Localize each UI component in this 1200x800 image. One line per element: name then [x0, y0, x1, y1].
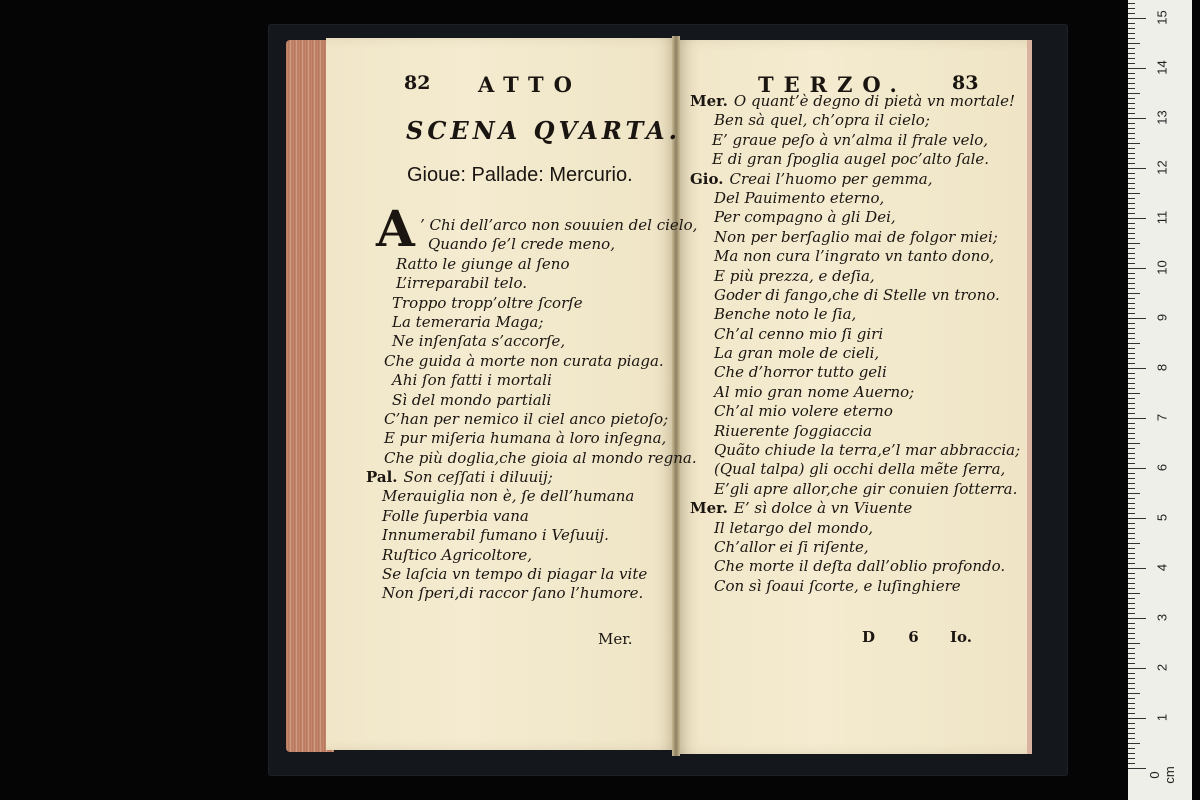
ruler-tick: [1128, 573, 1135, 574]
ruler-tick: [1128, 693, 1140, 694]
ruler-tick: [1128, 698, 1135, 699]
verse-text: E pur miſeria humana à loro inſegna,: [384, 429, 667, 448]
ruler-tick: [1128, 133, 1135, 134]
left-running-head: ATTO: [478, 72, 582, 97]
verse-text: Ratto le giunge al ſeno: [396, 254, 570, 273]
verse-text: Che morte il deſta dall’oblio profondo.: [714, 557, 1006, 576]
ruler-tick: [1128, 743, 1140, 744]
ruler-number: 3: [1154, 613, 1170, 622]
verse-line: [690, 402, 1025, 421]
ruler-tick: [1128, 638, 1135, 639]
ruler-tick: [1128, 283, 1135, 284]
ruler-tick: [1128, 483, 1135, 484]
ruler-tick: [1128, 343, 1140, 344]
ruler-tick: [1128, 73, 1135, 74]
ruler-tick: [1128, 318, 1146, 319]
verse-line: [690, 557, 1025, 576]
verse-text: Ruſtico Agricoltore,: [382, 545, 533, 564]
ruler-tick: [1128, 278, 1135, 279]
ruler-tick: [1128, 273, 1135, 274]
verse-text: L’irreparabil telo.: [396, 274, 528, 293]
ruler-tick: [1128, 718, 1146, 719]
ruler-tick: [1128, 478, 1135, 479]
drop-cap: A: [376, 199, 415, 258]
ruler-tick: [1128, 358, 1135, 359]
ruler-tick: [1128, 303, 1135, 304]
ruler-tick: [1128, 323, 1135, 324]
ruler-tick: [1128, 8, 1135, 9]
ruler-tick: [1128, 458, 1135, 459]
ruler-tick: [1128, 268, 1146, 269]
verse-text: Troppo tropp’oltre ſcorſe: [392, 293, 583, 312]
right-page-number: 83: [952, 72, 979, 94]
ruler-tick: [1128, 18, 1146, 19]
ruler-tick: [1128, 658, 1135, 659]
ruler-number: 8: [1154, 363, 1170, 372]
verse-text: Non per berſaglio mai de folgor miei;: [714, 227, 998, 246]
ruler-tick: [1128, 228, 1135, 229]
ruler-tick: [1128, 433, 1135, 434]
ruler-tick: [1128, 363, 1135, 364]
verse-text: Che guida à morte non curata piaga.: [384, 351, 664, 370]
verse-text: Son ceſſati i diluuij;: [403, 468, 553, 487]
verse-text: E di gran ſpoglia augel poc’alto ſale.: [712, 150, 990, 169]
ruler-tick: [1128, 758, 1135, 759]
verse-line: [366, 429, 676, 448]
verse-text: Non ſperi,di raccor ſano l’humore.: [382, 584, 644, 603]
ruler-tick: [1128, 43, 1140, 44]
ruler-number: 14: [1154, 60, 1170, 75]
verse-text: Riuerente ſoggiaccia: [714, 421, 873, 440]
verse-line: [690, 538, 1025, 557]
verse-line: [366, 332, 676, 351]
verse-text: La temeraria Maga;: [392, 312, 544, 331]
ruler-tick: [1128, 513, 1135, 514]
verse-text: (Qual talpa) gli occhi della mẽte ſerra,: [714, 460, 1006, 479]
ruler-tick: [1128, 233, 1135, 234]
ruler-tick: [1128, 738, 1135, 739]
ruler-tick: [1128, 588, 1135, 589]
ruler-tick: [1128, 503, 1135, 504]
ruler-tick: [1128, 383, 1135, 384]
ruler-tick: [1128, 103, 1135, 104]
ruler-tick: [1128, 583, 1135, 584]
ruler-tick: [1128, 688, 1135, 689]
ruler-number: 12: [1154, 160, 1170, 175]
ruler-tick: [1128, 373, 1135, 374]
verse-line: [366, 584, 676, 603]
verse-line: [690, 305, 1025, 324]
verse-text: Con sì ſoaui ſcorte, e luſinghiere: [714, 576, 961, 595]
ruler-tick: [1128, 63, 1135, 64]
ruler-tick: [1128, 58, 1135, 59]
ruler-tick: [1128, 158, 1135, 159]
verse-text: C’han per nemico il ciel anco pietoſo;: [384, 409, 669, 428]
ruler-tick: [1128, 523, 1135, 524]
ruler-tick: [1128, 388, 1135, 389]
ruler-number: 11: [1154, 210, 1170, 225]
verse-text: Innumerabil fumano i Veſuuij.: [382, 526, 609, 545]
verse-line: [690, 383, 1025, 402]
right-catchword: Io.: [950, 628, 972, 646]
ruler-tick: [1128, 408, 1135, 409]
verse-text: ’ Chi dell’arco non souuien del cielo,: [420, 216, 698, 234]
verse-text: Benche noto le ſia,: [714, 305, 857, 324]
verse-line: [366, 216, 698, 235]
ruler-tick: [1128, 38, 1135, 39]
ruler-number: 15: [1154, 10, 1170, 25]
scene-title: SCENA QVARTA.: [406, 116, 681, 145]
cast-list: Gioue: Pallade: Mercurio.: [407, 164, 633, 186]
ruler-tick: [1128, 568, 1146, 569]
verse-line: [366, 487, 676, 506]
verse-line: [366, 255, 676, 274]
ruler-tick: [1128, 673, 1135, 674]
verse-text: Che più doglia,che gioia al mondo regna.: [384, 448, 697, 467]
verse-line: [366, 448, 697, 468]
verse-line: [366, 313, 676, 332]
verse-text: E’ graue peſo à vn’alma il frale velo,: [712, 130, 989, 149]
ruler-tick: [1128, 13, 1135, 14]
ruler-tick: [1128, 258, 1135, 259]
ruler-tick: [1128, 48, 1135, 49]
ruler-tick: [1128, 623, 1135, 624]
ruler-tick: [1128, 253, 1135, 254]
verse-text: Se laſcia vn tempo di piagar la vite: [382, 565, 648, 584]
ruler-tick: [1128, 348, 1135, 349]
ruler-tick: [1128, 203, 1135, 204]
ruler-tick: [1128, 578, 1135, 579]
verse-line: [690, 150, 1025, 169]
ruler-tick: [1128, 288, 1135, 289]
ruler-tick: [1128, 108, 1135, 109]
ruler-tick: [1128, 138, 1135, 139]
verse-text: Ch’al cenno mio ſi giri: [714, 324, 884, 343]
ruler-tick: [1128, 733, 1135, 734]
verse-line: [690, 499, 1025, 518]
ruler-tick: [1128, 678, 1135, 679]
verse-text: Del Pauimento eterno,: [714, 188, 885, 207]
ruler-tick: [1128, 708, 1135, 709]
ruler-tick: [1128, 558, 1135, 559]
verse-line: [690, 325, 1025, 344]
ruler-number: 4: [1154, 563, 1170, 572]
ruler-tick: [1128, 703, 1135, 704]
ruler-number: 1: [1154, 713, 1170, 722]
ruler-tick: [1128, 508, 1135, 509]
verse-line: [366, 468, 676, 487]
ruler-number: 7: [1154, 413, 1170, 422]
ruler-tick: [1128, 403, 1135, 404]
verse-text: Ben sà quel, ch’opra il cielo;: [714, 111, 930, 130]
ruler-tick: [1128, 308, 1135, 309]
verse-line: [690, 228, 1025, 247]
ruler-tick: [1128, 463, 1135, 464]
ruler-tick: [1128, 353, 1135, 354]
ruler-tick: [1128, 328, 1135, 329]
verse-text: Quando ſe’l crede meno,: [428, 235, 615, 254]
ruler-tick: [1128, 763, 1135, 764]
ruler-tick: [1128, 598, 1135, 599]
verse-text: Creai l’huomo per gemma,: [729, 169, 933, 188]
verse-text: O quant’è degno di pietà vn mortale!: [733, 92, 1016, 110]
ruler-tick: [1128, 143, 1140, 144]
ruler-tick: [1128, 313, 1135, 314]
verse-line: [690, 170, 1025, 189]
ruler-tick: [1128, 618, 1146, 619]
ruler-tick: [1128, 413, 1135, 414]
verse-line: [366, 410, 676, 429]
ruler-number: 9: [1154, 313, 1170, 322]
ruler-number: 13: [1154, 110, 1170, 125]
ruler-tick: [1128, 248, 1135, 249]
ruler-tick: [1128, 648, 1135, 649]
ruler-tick: [1128, 23, 1135, 24]
ruler-tick: [1128, 218, 1146, 219]
ruler-tick: [1128, 548, 1135, 549]
ruler-tick: [1128, 148, 1135, 149]
ruler-tick: [1128, 628, 1135, 629]
verse-line: [690, 441, 1025, 460]
verse-text: Per compagno à gli Dei,: [714, 208, 896, 227]
verse-text: Ma non cura l’ingrato vn tanto dono,: [714, 247, 995, 266]
left-page-number: 82: [404, 72, 431, 94]
ruler-number: 5: [1154, 513, 1170, 522]
ruler-tick: [1128, 188, 1135, 189]
ruler-tick: [1128, 193, 1140, 194]
ruler-tick: [1128, 423, 1135, 424]
ruler-tick: [1128, 53, 1135, 54]
verse-text: Merauiglia non è, ſe dell’humana: [382, 487, 635, 506]
verse-line: [690, 460, 1025, 479]
ruler-tick: [1128, 593, 1140, 594]
ruler-tick: [1128, 208, 1135, 209]
ruler-tick: [1128, 528, 1135, 529]
verse-line: [690, 131, 1025, 150]
verse-text: Ch’al mio volere eterno: [714, 402, 893, 421]
ruler-tick: [1128, 238, 1135, 239]
verse-line: [690, 111, 1025, 130]
ruler-tick: [1128, 178, 1135, 179]
ruler-tick: [1128, 88, 1135, 89]
verse-line: [690, 422, 1025, 441]
ruler-tick: [1128, 748, 1135, 749]
verse-line: [366, 526, 676, 545]
ruler-tick: [1128, 28, 1135, 29]
verse-text: La gran mole de cieli,: [714, 344, 880, 363]
ruler-tick: [1128, 633, 1135, 634]
ruler-unit-label: 0 cm: [1147, 766, 1177, 784]
verse-text: E’ sì dolce à vn Viuente: [733, 499, 913, 518]
verse-line: [690, 519, 1025, 538]
ruler-tick: [1128, 613, 1135, 614]
ruler-tick: [1128, 713, 1135, 714]
signature-mark: D 6: [862, 628, 933, 646]
ruler-tick: [1128, 608, 1135, 609]
ruler-tick: [1128, 448, 1135, 449]
ruler-tick: [1128, 78, 1135, 79]
ruler-tick: [1128, 33, 1135, 34]
speaker-label: Mer.: [690, 499, 728, 518]
verse-line: [366, 391, 676, 410]
ruler-tick: [1128, 538, 1135, 539]
verse-text: Che d’horror tutto geli: [714, 363, 887, 382]
verse-text: Al mio gran nome Auerno;: [714, 382, 915, 401]
ruler-tick: [1128, 93, 1140, 94]
ruler-tick: [1128, 163, 1135, 164]
ruler-tick: [1128, 68, 1146, 69]
verse-text: Il letargo del mondo,: [714, 518, 874, 537]
verse-text: Goder di fango,che di Stelle vn trono.: [714, 285, 1000, 304]
ruler-tick: [1128, 668, 1146, 669]
ruler-tick: [1128, 153, 1135, 154]
ruler-tick: [1128, 473, 1135, 474]
ruler-tick: [1128, 683, 1135, 684]
ruler-tick: [1128, 243, 1140, 244]
ruler-tick: [1128, 603, 1135, 604]
ruler-tick: [1128, 563, 1135, 564]
ruler-tick: [1128, 553, 1135, 554]
verse-line: [690, 247, 1025, 266]
ruler-tick: [1128, 493, 1140, 494]
speaker-label: Mer.: [690, 92, 728, 110]
ruler-number: 2: [1154, 663, 1170, 672]
ruler-tick: [1128, 543, 1140, 544]
ruler-tick: [1128, 368, 1146, 369]
verse-line: [366, 235, 676, 254]
ruler-tick: [1128, 663, 1135, 664]
verse-line: [690, 344, 1025, 363]
verse-text: Sì del mondo partiali: [392, 390, 552, 409]
ruler-tick: [1128, 3, 1135, 4]
verse-line: [690, 577, 1025, 596]
ruler-tick: [1128, 453, 1135, 454]
verse-text: Ahi ſon fatti i mortali: [392, 371, 552, 390]
ruler-tick: [1128, 498, 1135, 499]
verse-text: E’gli apre allor,che gir conuien ſotterra.: [714, 479, 1018, 498]
ruler-tick: [1128, 263, 1135, 264]
ruler-tick: [1128, 378, 1135, 379]
ruler-number: 10: [1154, 260, 1170, 275]
ruler-tick: [1128, 293, 1140, 294]
ruler-tick: [1128, 333, 1135, 334]
verse-text: E più prezza, e deſia,: [714, 266, 875, 285]
verse-line: [690, 92, 1025, 111]
ruler-tick: [1128, 533, 1135, 534]
ruler-tick: [1128, 83, 1135, 84]
ruler-tick: [1128, 98, 1135, 99]
ruler-tick: [1128, 338, 1135, 339]
ruler-tick: [1128, 488, 1135, 489]
verse-line: [366, 371, 676, 390]
speaker-label: Gio.: [690, 169, 724, 188]
ruler-tick: [1128, 183, 1135, 184]
verse-line: [366, 274, 676, 293]
verse-line: [690, 208, 1025, 227]
ruler-tick: [1128, 393, 1140, 394]
ruler-tick: [1128, 398, 1135, 399]
ruler-tick: [1128, 168, 1146, 169]
right-verse-lines: [690, 92, 1025, 596]
ruler-tick: [1128, 128, 1135, 129]
verse-text: Ne inſenſata s’accorſe,: [392, 332, 566, 351]
left-verse-lines: [366, 216, 698, 604]
speaker-label: Pal.: [366, 468, 398, 487]
verse-line: [690, 286, 1025, 305]
ruler-tick: [1128, 213, 1135, 214]
verse-line: [690, 189, 1025, 208]
verse-line: [366, 565, 676, 584]
ruler-tick: [1128, 428, 1135, 429]
ruler-tick: [1128, 418, 1146, 419]
verse-line: [690, 363, 1025, 382]
ruler-tick: [1128, 653, 1135, 654]
ruler-tick: [1128, 723, 1135, 724]
ruler-tick: [1128, 753, 1135, 754]
ruler-tick: [1128, 768, 1146, 769]
verse-line: [366, 507, 676, 526]
ruler-tick: [1128, 518, 1146, 519]
ruler-tick: [1128, 468, 1146, 469]
ruler-tick: [1128, 438, 1135, 439]
verse-line: [690, 267, 1025, 286]
ruler-tick: [1128, 643, 1140, 644]
ruler-tick: [1128, 298, 1135, 299]
measurement-ruler: [1128, 0, 1192, 800]
verse-text: Folle ſuperbia vana: [382, 506, 529, 525]
verse-text: Quãto chiude la terra,e’l mar abbraccia;: [714, 441, 1021, 460]
ruler-tick: [1128, 113, 1135, 114]
ruler-tick: [1128, 223, 1135, 224]
ruler-tick: [1128, 118, 1146, 119]
right-running-head: TERZO.: [758, 72, 907, 97]
ruler-tick: [1128, 728, 1135, 729]
ruler-tick: [1128, 443, 1140, 444]
verse-line: [690, 480, 1025, 499]
ruler-number: 6: [1154, 463, 1170, 472]
left-catchword: Mer.: [598, 630, 633, 648]
ruler-tick: [1128, 198, 1135, 199]
verse-line: [366, 352, 676, 371]
ruler-tick: [1128, 123, 1135, 124]
verse-line: [366, 294, 676, 313]
verse-line: [366, 546, 676, 565]
ruler-tick: [1128, 173, 1135, 174]
verse-text: Ch’allor ei ſi riſente,: [714, 537, 869, 556]
